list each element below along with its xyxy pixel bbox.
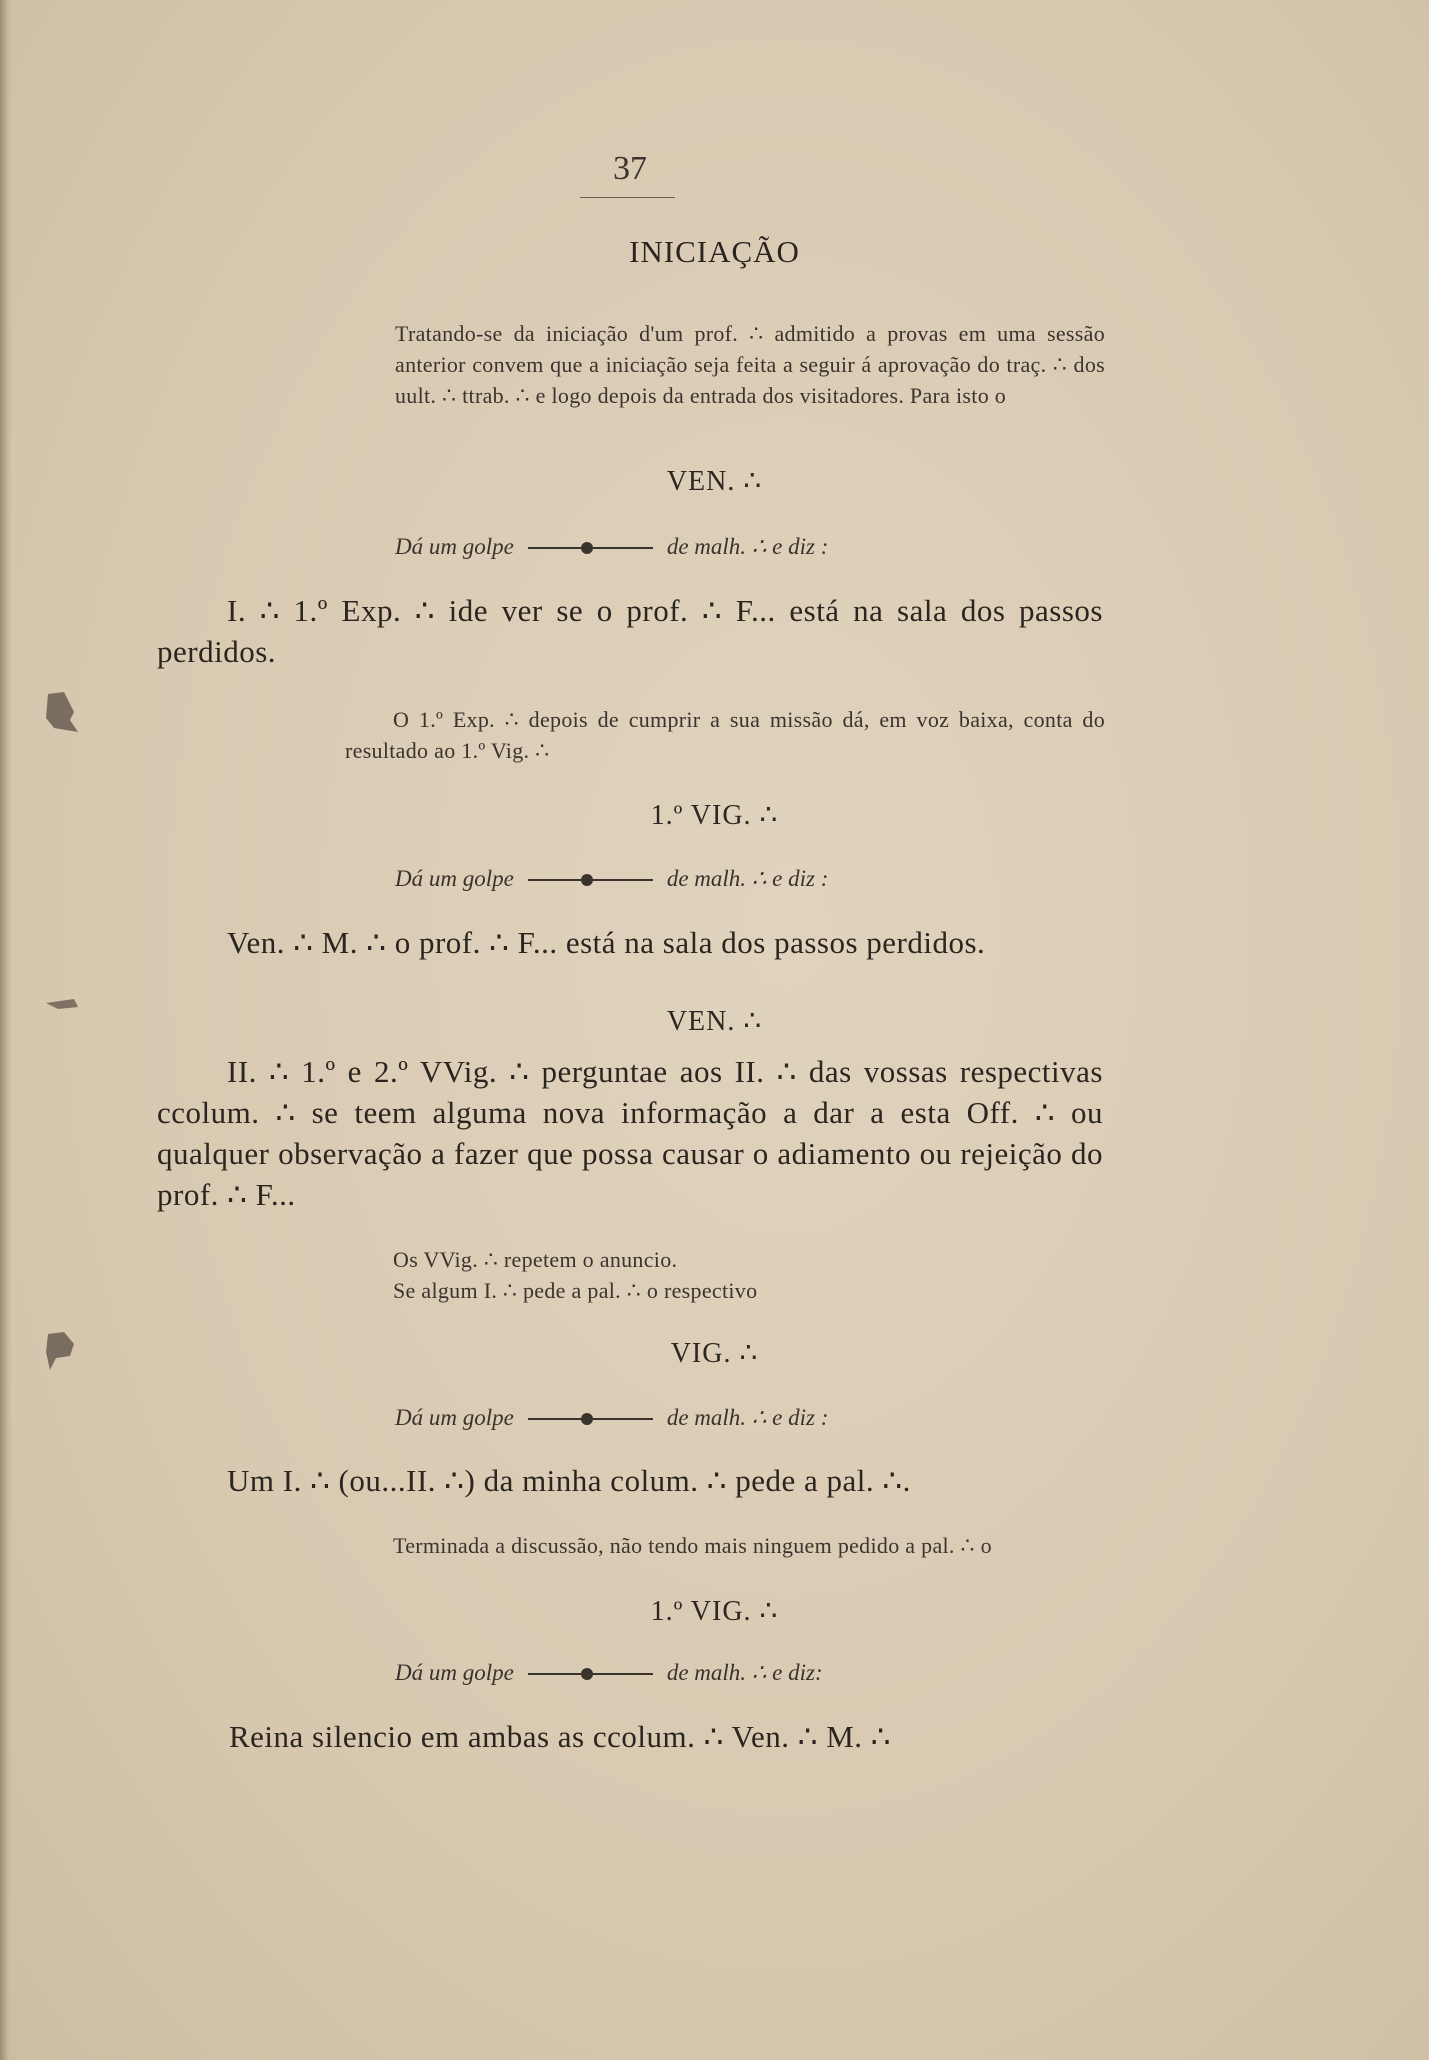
stage-direction-text: de malh. ∴ e diz: [666, 1660, 823, 1685]
speech-paragraph: Um I. ∴ (ou...II. ∴) da minha colum. ∴ pede a pal. ∴. [227, 1463, 911, 1498]
speech-paragraph: Reina silencio em ambas as ccolum. ∴ Ven. ∴ M. ∴ [229, 1719, 891, 1754]
instruction-paragraph [393, 1244, 1105, 1306]
speaker-ven: VEN. ∴ [666, 466, 763, 497]
speaker-ven: VEN. ∴ [666, 1006, 763, 1037]
speech-paragraph: Ven. ∴ M. ∴ o prof. ∴ F... está na sala dos passos perdidos. [227, 925, 986, 960]
intro-paragraph: Tratando-se da iniciação d'um prof. ∴ admitido a provas em uma sessão anterior convem que a iniciação seja feita a seguir á aprovação do traç. ∴ dos uult. ∴ ttrab. ∴ e logo depois da entrada dos visitadores. Para isto o [395, 321, 1105, 408]
speech-paragraph: I. ∴ 1.º Exp. ∴ ide ver se o prof. ∴ F... está na sala dos passos perdidos. [157, 593, 1103, 669]
instruction-line: Os VVig. ∴ repetem o anuncio. [393, 1247, 678, 1272]
speech-paragraph: II. ∴ 1.º e 2.º VVig. ∴ perguntae aos II. ∴ das vossas respectivas ccolum. ∴ se teem alguma nova informação a dar a esta Off. ∴ ou qualquer observação a fazer que possa causar o adiamento ou rejeição do prof. ∴ F... [157, 1054, 1103, 1212]
page-number: 37 [613, 150, 647, 187]
instruction-paragraph: Terminada a discussão, não tendo mais ninguem pedido a pal. ∴ o [393, 1533, 992, 1558]
stage-direction-gavel [395, 862, 828, 896]
stage-direction-text: Dá um golpe [395, 866, 514, 891]
stage-direction-text: de malh. ∴ e diz : [666, 1405, 829, 1430]
stage-direction-text: Dá um golpe [395, 534, 514, 559]
stage-direction-gavel [395, 530, 828, 564]
gavel-icon [528, 872, 653, 886]
gavel-icon [528, 1666, 653, 1680]
stage-direction-text: de malh. ∴ e diz : [666, 866, 829, 891]
speaker-vig: 1.º VIG. ∴ [650, 1596, 779, 1627]
speaker-vig: 1.º VIG. ∴ [650, 800, 779, 831]
stage-direction-gavel [395, 1401, 828, 1435]
section-heading: INICIAÇÃO [629, 234, 800, 269]
stage-direction-text: Dá um golpe [395, 1405, 514, 1430]
stage-direction-text: Dá um golpe [395, 1660, 514, 1685]
gavel-icon [528, 540, 653, 554]
gavel-icon [528, 1411, 653, 1425]
stage-direction-gavel [395, 1656, 823, 1690]
instruction-paragraph: O 1.º Exp. ∴ depois de cumprir a sua missão dá, em voz baixa, conta do resultado ao 1.º Vig. ∴ [345, 707, 1105, 763]
binding-hole-decoration [44, 690, 78, 734]
instruction-line: Se algum I. ∴ pede a pal. ∴ o respectivo [393, 1278, 758, 1303]
speaker-vig: VIG. ∴ [670, 1338, 759, 1369]
page-number-rule [580, 197, 675, 198]
stage-direction-text: de malh. ∴ e diz : [666, 534, 829, 559]
